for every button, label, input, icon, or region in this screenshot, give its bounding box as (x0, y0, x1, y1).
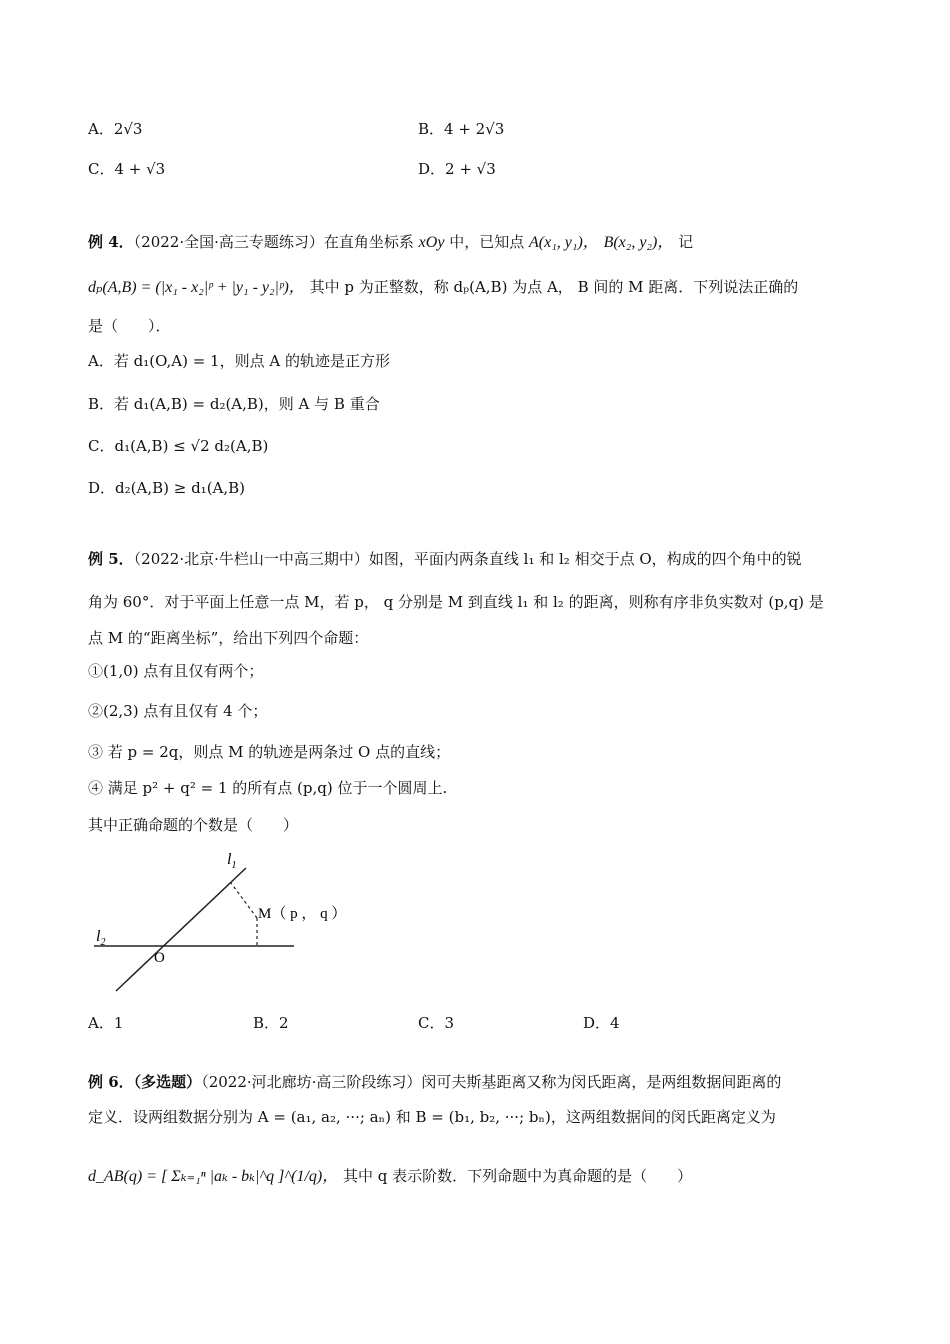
ex5-line1: 例 5．（2022·北京·牛栏山一中高三期中）如图，平面内两条直线 l₁ 和 l₂ 相交于点 O，构成的四个角中的锐 (88, 550, 802, 568)
ex4-line1: 例 4．（2022·全国·高三专题练习）在直角坐标系 xOy 中，已知点 A(x₁, y₁)， B(x₂, y₂)， 记 (88, 233, 694, 251)
ex6-line1: 例 6．（多选题）（2022·河北廊坊·高三阶段练习）闵可夫斯基距离又称为闵氏距离，是两组数据间距离的 (88, 1073, 782, 1091)
ex5-line3: 点 M 的“距离坐标”，给出下列四个命题： (88, 629, 369, 647)
label-o: O (154, 950, 165, 966)
label-m: M（ p ， q ） (258, 906, 347, 922)
ex4-line2: dₚ(A,B) = (|x₁ - x₂|ᵖ + |y₁ - y₂|ᵖ)， 其中 p 为正整数，称 dₚ(A,B) 为点 A， B 间的 M 距离．下列说法正确的 (88, 278, 799, 296)
ex6-line2: 定义．设两组数据分别为 A = (a₁, a₂, ···; aₙ) 和 B = (b₁, b₂, ···; bₙ)，这两组数据间的闵氏距离定义为 (88, 1108, 776, 1126)
ex4-option-d: D．d₂(A,B) ≥ d₁(A,B) (88, 479, 246, 497)
ex6-label: 例 6． (88, 1073, 134, 1091)
q3-option-d: D．2 + √3 (418, 160, 496, 178)
label-l2: $l_2$ (96, 928, 106, 948)
q3-option-c: C．4 + √3 (88, 160, 166, 178)
ex6-tag: （多选题） (133, 1073, 202, 1091)
q3-option-a: A．2√3 (88, 120, 143, 138)
ex4-line3: 是（ ）． (88, 317, 171, 335)
ex5-option-b: B．2 (253, 1014, 289, 1032)
ex5-line2: 角为 60°．对于平面上任意一点 M，若 p， q 分别是 M 到直线 l₁ 和 l₂ 的距离，则称有序非负实数对 (p,q) 是 (88, 593, 824, 611)
ex5-prop2: ②(2,3) 点有且仅有 4 个； (88, 702, 268, 720)
ex5-question: 其中正确命题的个数是（ ） (88, 816, 299, 834)
ex5-prop3: ③ 若 p = 2q，则点 M 的轨迹是两条过 O 点的直线； (88, 743, 451, 761)
ex4-formula: dₚ(A,B) = (|x₁ - x₂|ᵖ + |y₁ - y₂|ᵖ)， (88, 279, 305, 296)
ex4-option-b: B．若 d₁(A,B) = d₂(A,B)，则 A 与 B 重合 (88, 395, 380, 413)
line-l1 (116, 868, 246, 991)
ex6-formula: d_AB(q) = [ Σₖ₌₁ⁿ |aₖ - bₖ|^q ]^(1/q)， (88, 1168, 339, 1185)
ex5-figure (88, 848, 368, 998)
ex5-option-a: A．1 (88, 1014, 124, 1032)
perpendicular-to-l1 (231, 883, 257, 918)
ex5-label: 例 5． (88, 550, 134, 568)
ex4-option-a: A．若 d₁(O,A) = 1，则点 A 的轨迹是正方形 (88, 352, 390, 370)
ex5-option-c: C．3 (418, 1014, 455, 1032)
ex4-label: 例 4． (88, 233, 134, 251)
ex4-option-c: C．d₁(A,B) ≤ √2 d₂(A,B) (88, 437, 269, 455)
q3-option-b: B．4 + 2√3 (418, 120, 505, 138)
ex5-prop4: ④ 满足 p² + q² = 1 的所有点 (p,q) 位于一个圆周上. (88, 779, 448, 797)
ex6-line3: d_AB(q) = [ Σₖ₌₁ⁿ |aₖ - bₖ|^q ]^(1/q)， 其中 q 表示阶数．下列命题中为真命题的是（ ） (88, 1167, 693, 1185)
ex5-option-d: D．4 (583, 1014, 620, 1032)
label-l1: $l_1$ (227, 851, 237, 871)
ex5-prop1: ①(1,0) 点有且仅有两个； (88, 662, 264, 680)
